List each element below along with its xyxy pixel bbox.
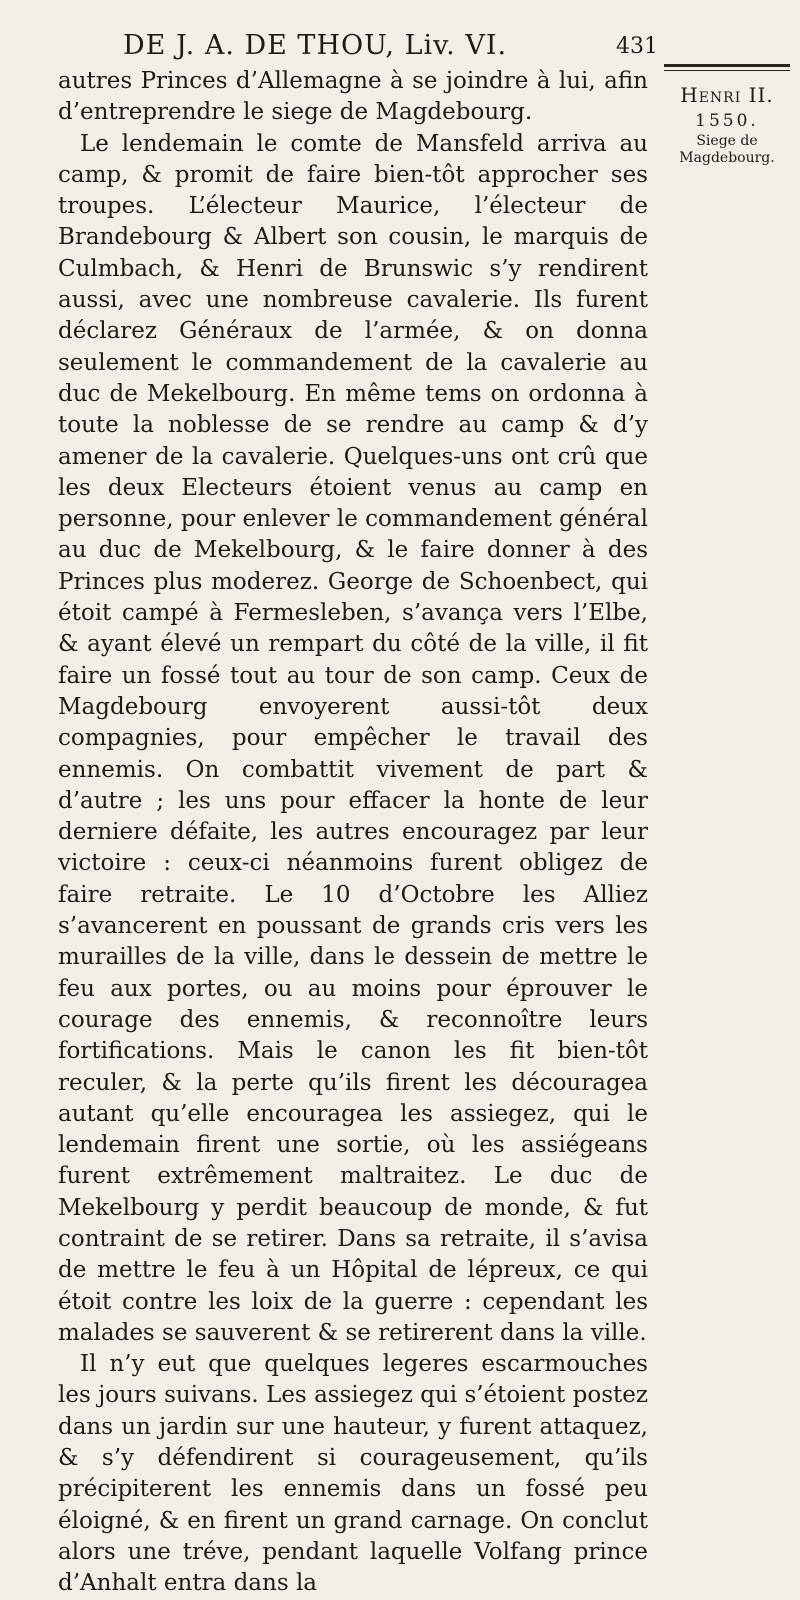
margin-king: Henri II.	[680, 83, 774, 107]
margin-rule	[664, 64, 790, 67]
paragraph: autres Princes d’Allemagne à se joindre à lui, afin d’entreprendre le siege de Magdebourg.	[58, 68, 648, 126]
paragraph: Le lendemain le comte de Mansfeld arriva au camp, & promit de faire bien-tôt approcher ses troupes. L’électeur Maurice, l’électeur de Brandebourg & Albert son cousin, le marquis de Culmbach, & Henri de Brunswic s’y rendirent aussi, avec une nombreuse cavalerie. Ils furent déclarez Généraux de l’armée, & on donna seulement le commandement de la cavalerie au duc de Mekelbourg. En même tems on ordonna à toute la noblesse de se rendre au camp & d’y amener de la cavalerie. Quelques-uns ont crû que les deux Electeurs étoient venus au camp en personne, pour enlever le commandement général au duc de Mekelbourg, & le faire donner à des Princes plus moderez. George de Schoenbect, qui étoit campé à Fermesleben, s’avança vers l’Elbe, & ayant élevé un rempart du côté de la ville, il fit faire un fossé tout au tour de son camp. Ceux de Magdebourg envoyerent aussi-tôt deux compagnies, pour empêcher le travail des ennemis. On combattit vivement de part & d’autre ; les uns pour effacer la honte de leur derniere défaite, les autres encouragez par leur victoire : ceux-ci néanmoins furent obligez de faire retraite. Le 10 d’Octobre les Alliez s’avancerent en poussant de grands cris vers les murailles de la ville, dans le dessein de mettre le feu aux portes, ou au moins pour éprouver le courage des ennemis, & reconnoître leurs fortifications. Mais le canon les fit bien-tôt reculer, & la perte qu’ils firent les découragea autant qu’elle encouragea les assiegez, qui le lendemain firent une sortie, où les assiégeans furent extrêmement maltraitez. Le duc de Mekelbourg y perdit beaucoup de monde, & fut contraint de se retirer. Dans sa retraite, il s’avisa de mettre le feu à un Hôpital de lépreux, ce qui étoit contre les loix de la guerre : cependant les malades se sauverent & se retirerent dans la ville.	[58, 130, 648, 1346]
margin-rule	[664, 70, 790, 71]
main-text	[58, 66, 648, 1600]
page-number: 431	[616, 34, 658, 59]
margin-year: 1550.	[695, 111, 759, 131]
margin-note	[660, 64, 794, 167]
running-title: DE J. A. DE THOU, Liv. VI.	[123, 30, 508, 61]
page-header	[123, 30, 658, 64]
margin-subject: Siege de Magdebourg.	[679, 133, 775, 166]
paragraph: Il n’y eut que quelques legeres escarmouches les jours suivans. Les assiegez qui s’étoient postez dans un jardin sur une hauteur, y furent attaquez, & s’y défendirent si courageusement, qu’ils précipiterent les ennemis dans un fossé peu éloigné, & en firent un grand carnage. On conclut alors une tréve, pendant laquelle Volfang prince d’Anhalt entra dans la	[58, 1351, 648, 1597]
